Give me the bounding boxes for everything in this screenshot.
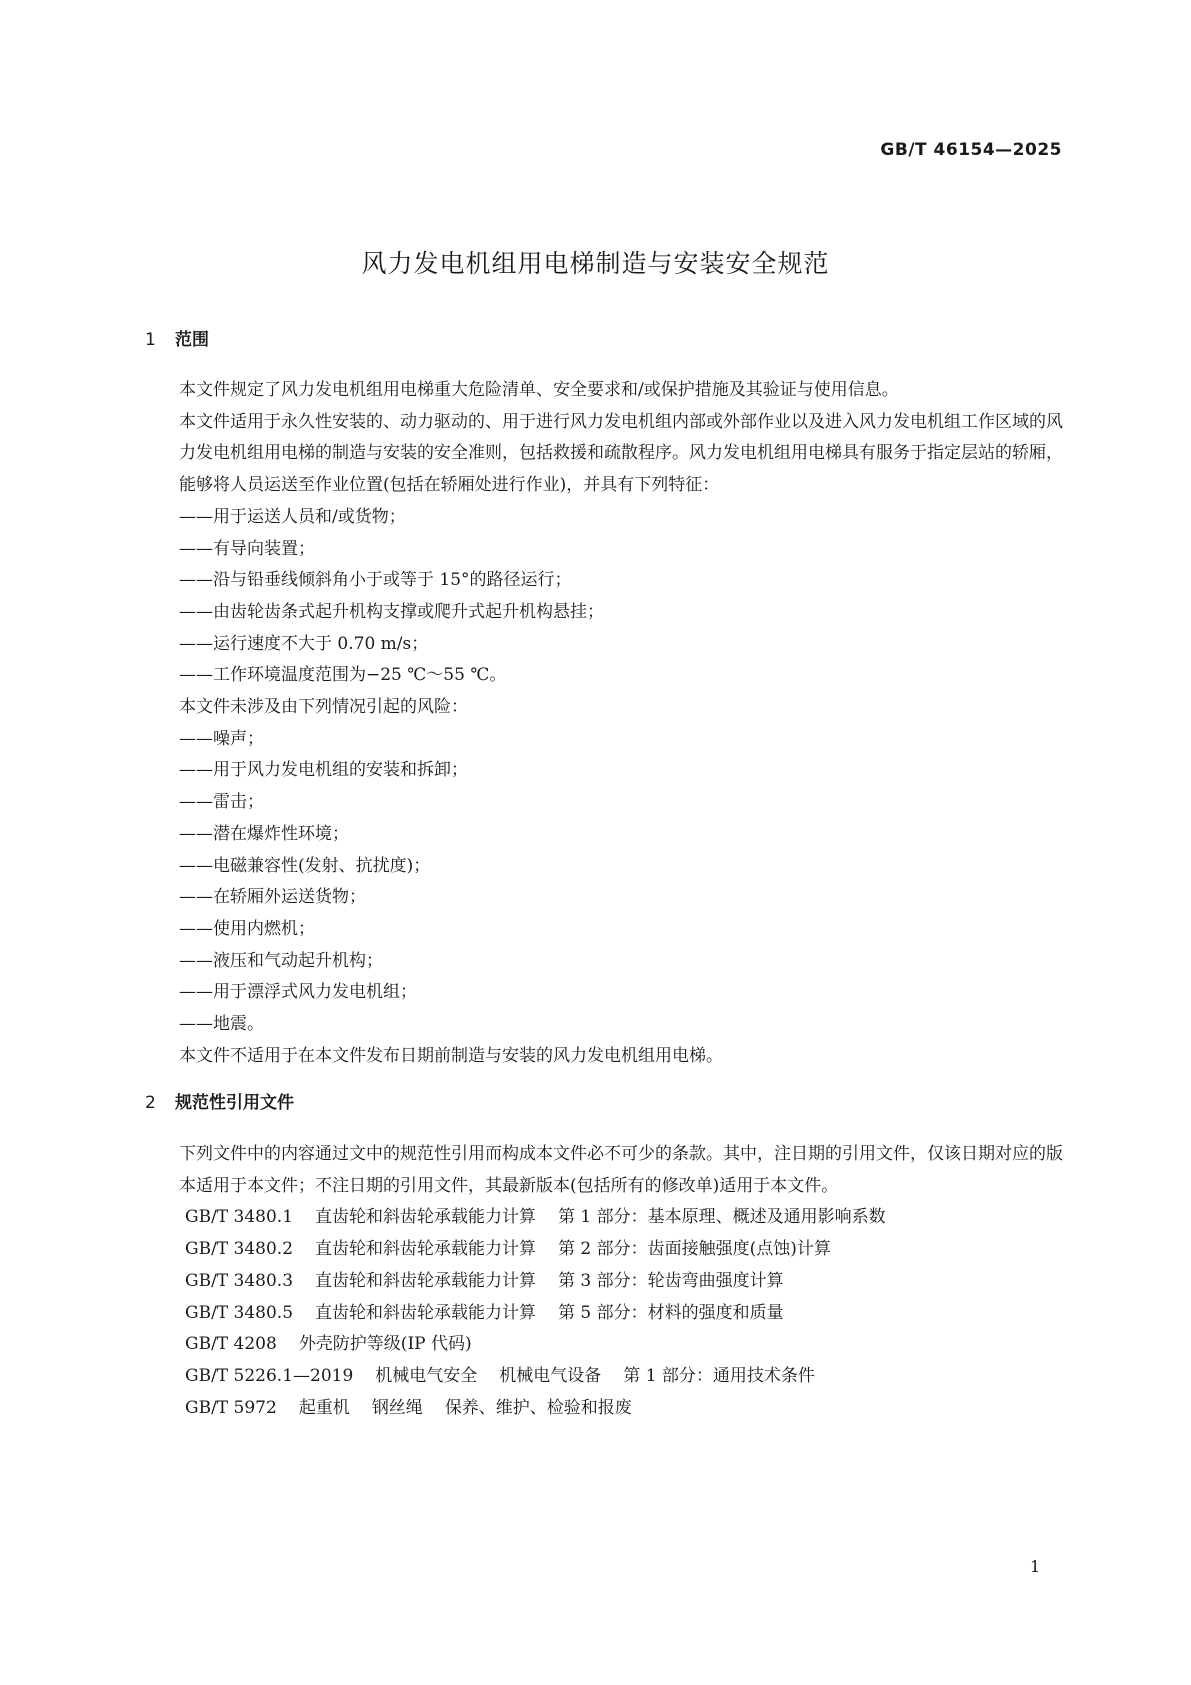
section-1-body — [145, 375, 1063, 1072]
paragraph: 下列文件中的内容通过文中的规范性引用而构成本文件必不可少的条款。其中，注日期的引用文件，仅该日期对应的版本适用于本文件；不注日期的引用文件，其最新版本(包括所有的修改单)适用于本文件。 — [179, 1144, 1063, 1196]
document-title: 风力发电机组用电梯制造与安装安全规范 — [361, 249, 830, 278]
risk-list — [145, 724, 1063, 1041]
list-item: ——在轿厢外运送货物； — [179, 887, 366, 908]
reference-list — [145, 1202, 1063, 1424]
list-item: ——液压和气动起升机构； — [179, 950, 383, 971]
reference-title-part: 机械电气设备 — [499, 1365, 602, 1386]
section-title: 范围 — [175, 330, 209, 350]
reference-title-part: 第 3 部分：轮齿弯曲强度计算 — [558, 1270, 784, 1291]
reference-item — [145, 1361, 1063, 1393]
feature-list — [145, 502, 1063, 692]
list-item: ——雷击； — [179, 792, 264, 813]
list-item: ——噪声； — [179, 728, 264, 749]
list-item: ——沿与铅垂线倾斜角小于或等于 15°的路径运行； — [179, 570, 572, 591]
reference-code: GB/T 3480.1 — [185, 1207, 294, 1228]
list-item: ——工作环境温度范围为−25 ℃～55 ℃。 — [179, 665, 507, 686]
reference-title-part: 直齿轮和斜齿轮承载能力计算 — [315, 1207, 537, 1228]
reference-title-part: 钢丝绳 — [371, 1397, 423, 1418]
section-number: 2 — [145, 1093, 156, 1113]
reference-item — [145, 1266, 1063, 1298]
reference-code: GB/T 5972 — [185, 1397, 277, 1418]
reference-title-part: 第 1 部分：通用技术条件 — [623, 1365, 815, 1386]
reference-item — [145, 1298, 1063, 1330]
list-item: ——运行速度不大于 0.70 m/s； — [179, 633, 429, 654]
reference-item — [145, 1202, 1063, 1234]
reference-title-part: 保养、维护、检验和报废 — [444, 1397, 632, 1418]
list-item: ——有导向装置； — [179, 538, 315, 559]
reference-title-part: 第 5 部分：材料的强度和质量 — [558, 1302, 784, 1323]
reference-title-part: 直齿轮和斜齿轮承载能力计算 — [315, 1302, 537, 1323]
reference-title-part: 第 2 部分：齿面接触强度(点蚀)计算 — [558, 1239, 831, 1260]
reference-title-part: 直齿轮和斜齿轮承载能力计算 — [315, 1239, 537, 1260]
paragraph: 本文件规定了风力发电机组用电梯重大危险清单、安全要求和/或保护措施及其验证与使用信息。 — [179, 380, 899, 400]
list-item: ——电磁兼容性(发射、抗扰度)； — [179, 855, 431, 876]
section-2-heading — [145, 1088, 294, 1113]
paragraph: 本文件适用于永久性安装的、动力驱动的、用于进行风力发电机组内部或外部作业以及进入风力发电机组工作区域的风力发电机组用电梯的制造与安装的安全准则，包括救援和疏散程序。风力发电机组用电梯具有服务于指定层站的轿厢，能够将人员运送至作业位置(包括在轿厢处进行作业)，并具有下列特征： — [179, 411, 1063, 496]
reference-title-part: 直齿轮和斜齿轮承载能力计算 — [315, 1270, 537, 1291]
reference-item — [145, 1234, 1063, 1266]
reference-item — [145, 1329, 1063, 1361]
section-2-body — [145, 1139, 1063, 1424]
reference-code: GB/T 3480.2 — [185, 1239, 294, 1260]
list-item: ——地震。 — [179, 1014, 264, 1035]
paragraph: 本文件不适用于在本文件发布日期前制造与安装的风力发电机组用电梯。 — [179, 1045, 723, 1066]
reference-code: GB/T 4208 — [185, 1334, 277, 1355]
section-1-heading — [145, 325, 209, 350]
reference-code: GB/T 5226.1—2019 — [185, 1365, 354, 1386]
reference-title-part: 外壳防护等级(IP 代码) — [298, 1334, 472, 1355]
section-number: 1 — [145, 330, 156, 350]
list-item: ——用于漂浮式风力发电机组； — [179, 982, 417, 1003]
reference-title-part: 第 1 部分：基本原理、概述及通用影响系数 — [558, 1207, 886, 1228]
list-item: ——由齿轮齿条式起升机构支撑或爬升式起升机构悬挂； — [179, 601, 604, 622]
reference-code: GB/T 3480.3 — [185, 1270, 294, 1291]
standard-code: GB/T 46154—2025 — [880, 140, 1062, 160]
paragraph: 本文件未涉及由下列情况引起的风险： — [179, 697, 468, 718]
list-item: ——用于风力发电机组的安装和拆卸； — [179, 760, 468, 781]
reference-title-part: 起重机 — [298, 1397, 350, 1418]
list-item: ——用于运送人员和/或货物； — [179, 506, 406, 527]
list-item: ——使用内燃机； — [179, 918, 315, 939]
reference-code: GB/T 3480.5 — [185, 1302, 294, 1323]
reference-title-part: 机械电气安全 — [375, 1365, 478, 1386]
section-title: 规范性引用文件 — [175, 1093, 294, 1113]
page-number: 1 — [1030, 1557, 1041, 1576]
reference-item — [145, 1393, 1063, 1425]
list-item: ——潜在爆炸性环境； — [179, 823, 349, 844]
